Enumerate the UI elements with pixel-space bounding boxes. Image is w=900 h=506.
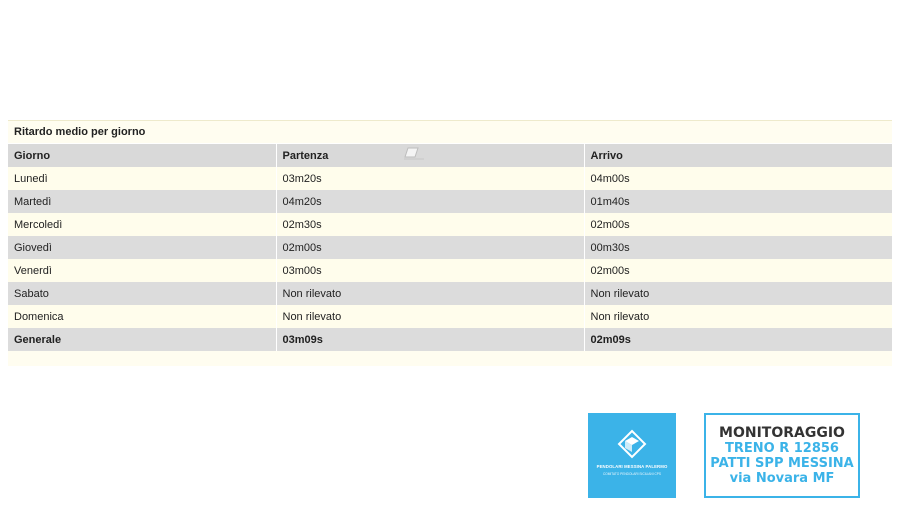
- departure-cell: 02m30s: [276, 213, 584, 236]
- table-caption-row: [8, 121, 892, 144]
- table-row: [8, 259, 892, 282]
- badge-train: TRENO R 12856: [725, 441, 839, 456]
- day-cell: Mercoledì: [8, 213, 276, 236]
- table-row: [8, 213, 892, 236]
- table-row: [8, 305, 892, 328]
- logo-subtitle: COMITATO PENDOLARI SICILIANI CPS: [602, 472, 662, 476]
- cube-icon: [617, 429, 647, 459]
- departure-cell: Non rilevato: [276, 282, 584, 305]
- pendolari-logo: [588, 413, 676, 498]
- departure-cell: 03m20s: [276, 167, 584, 190]
- day-cell: Venerdì: [8, 259, 276, 282]
- total-departure: 03m09s: [276, 328, 584, 351]
- departure-cell: Non rilevato: [276, 305, 584, 328]
- arrival-cell: 02m00s: [584, 259, 892, 282]
- day-cell: Domenica: [8, 305, 276, 328]
- total-arrival: 02m09s: [584, 328, 892, 351]
- departure-cell: 03m00s: [276, 259, 584, 282]
- arrival-cell: 04m00s: [584, 167, 892, 190]
- header-giorno[interactable]: Giorno: [8, 144, 276, 168]
- total-label: Generale: [8, 328, 276, 351]
- arrival-cell: Non rilevato: [584, 282, 892, 305]
- header-partenza[interactable]: Partenza: [276, 144, 584, 168]
- arrival-cell: Non rilevato: [584, 305, 892, 328]
- departure-cell: 02m00s: [276, 236, 584, 259]
- badge-route: PATTI SPP MESSINA: [710, 456, 854, 471]
- day-cell: Lunedì: [8, 167, 276, 190]
- table-row: [8, 236, 892, 259]
- header-arrivo[interactable]: Arrivo: [584, 144, 892, 168]
- arrival-cell: 01m40s: [584, 190, 892, 213]
- day-cell: Sabato: [8, 282, 276, 305]
- table-header-row: [8, 144, 892, 168]
- arrival-cell: 00m30s: [584, 236, 892, 259]
- day-cell: Giovedì: [8, 236, 276, 259]
- table-row: [8, 167, 892, 190]
- logo-title: PENDOLARI MESSINA PALERMO: [596, 464, 668, 469]
- delay-table: [8, 120, 892, 351]
- day-cell: Martedì: [8, 190, 276, 213]
- delay-table-panel: [8, 120, 892, 366]
- badge-via: via Novara MF: [729, 471, 835, 486]
- table-caption: Ritardo medio per giorno: [8, 121, 892, 144]
- arrival-cell: 02m00s: [584, 213, 892, 236]
- sort-icon[interactable]: [404, 146, 424, 160]
- table-row: [8, 190, 892, 213]
- table-row: [8, 282, 892, 305]
- departure-cell: 04m20s: [276, 190, 584, 213]
- monitoring-badge: [704, 413, 860, 498]
- badge-title: MONITORAGGIO: [719, 425, 845, 441]
- table-total-row: [8, 328, 892, 351]
